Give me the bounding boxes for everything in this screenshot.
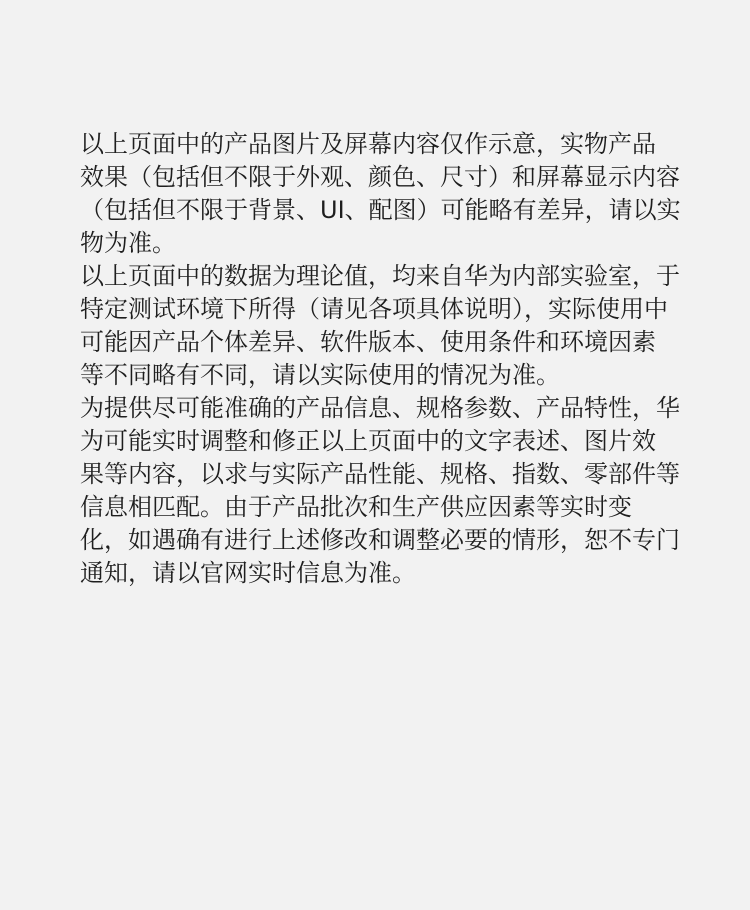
disclaimer-line-3: （包括但不限于背景、UI、配图）可能略有差异，请以实: [80, 196, 681, 224]
disclaimer-line-14: 通知，请以官网实时信息为准。: [80, 559, 416, 587]
disclaimer-line-1: 以上页面中的产品图片及屏幕内容仅作示意，实物产品: [80, 130, 656, 158]
disclaimer-line-12: 信息相匹配。由于产品批次和生产供应因素等实时变: [80, 493, 632, 521]
disclaimer-line-2: 效果（包括但不限于外观、颜色、尺寸）和屏幕显示内容: [80, 163, 680, 191]
disclaimer-line-10: 为可能实时调整和修正以上页面中的文字表述、图片效: [80, 427, 656, 455]
disclaimer-line-9: 为提供尽可能准确的产品信息、规格参数、产品特性，华: [80, 394, 680, 422]
disclaimer-line-4: 物为准。: [80, 229, 176, 257]
disclaimer-line-7: 可能因产品个体差异、软件版本、使用条件和环境因素: [80, 328, 656, 356]
disclaimer-line-6: 特定测试环境下所得（请见各项具体说明），实际使用中: [80, 295, 668, 323]
disclaimer-line-8: 等不同略有不同，请以实际使用的情况为准。: [80, 361, 560, 389]
disclaimer-line-13: 化，如遇确有进行上述修改和调整必要的情形，恕不专门: [80, 526, 680, 554]
disclaimer-line-5: 以上页面中的数据为理论值，均来自华为内部实验室，于: [80, 262, 680, 290]
disclaimer-line-11: 果等内容，以求与实际产品性能、规格、指数、零部件等: [80, 460, 680, 488]
disclaimer-text: [80, 128, 700, 590]
